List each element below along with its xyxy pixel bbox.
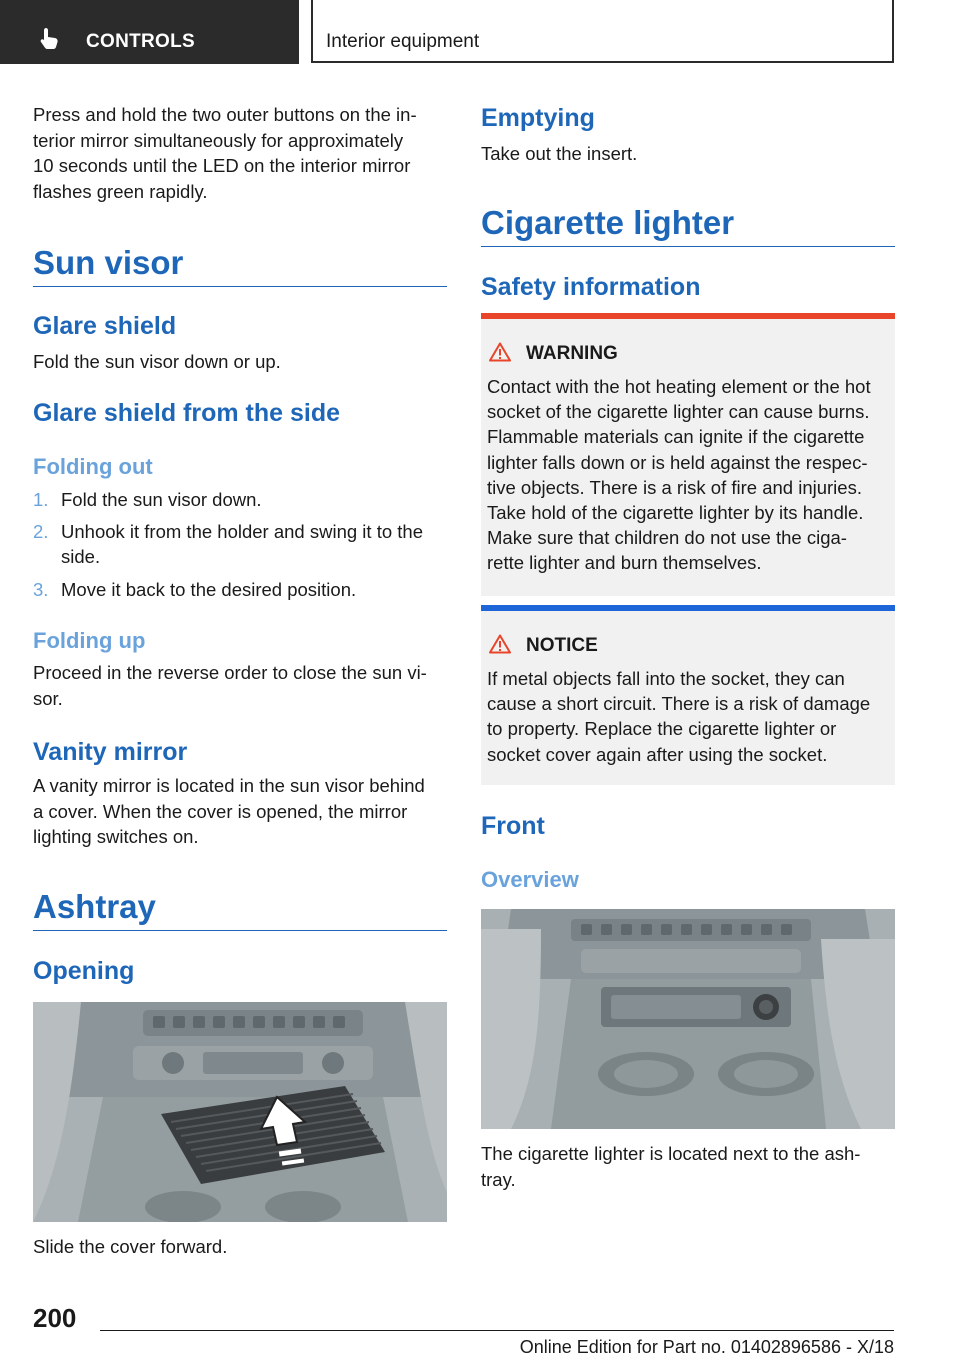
text-line: tray.	[481, 1168, 516, 1190]
text-line: cause a short circuit. There is a risk of damage	[487, 693, 871, 715]
text-line: Make sure that children do not use the ciga-	[487, 527, 847, 549]
text-line: A vanity mirror is located in the sun visor behind	[33, 775, 425, 796]
chapter-label: CONTROLS	[86, 31, 196, 52]
notice-bar	[481, 605, 895, 611]
edition-text: Online Edition for Part no. 01402896586 - X/18	[519, 1337, 894, 1357]
cigarette-lighter-illustration	[481, 909, 895, 1129]
divider	[33, 286, 447, 287]
heading-opening: Opening	[33, 957, 135, 985]
notice-box	[481, 605, 895, 785]
divider	[481, 246, 895, 247]
text-line: Contact with the hot heating element or the hot	[487, 376, 871, 397]
text-line: lighting switches on.	[33, 826, 199, 847]
warning-title: WARNING	[526, 343, 618, 364]
text-line: lighter falls down or is held against the respec-	[487, 451, 868, 473]
heading-overview: Overview	[481, 867, 579, 892]
list-item: 3. Move it back to the desired position.	[33, 579, 357, 600]
heading-glare-shield: Glare shield	[33, 312, 177, 340]
hand-pointer-icon	[38, 26, 62, 50]
heading-safety-information: Safety information	[481, 273, 701, 301]
text-line: 10 seconds until the LED on the interior mirror	[33, 155, 411, 176]
page-number: 200	[33, 1303, 77, 1333]
heading-sun-visor: Sun visor	[33, 244, 184, 281]
text-line: Flammable materials can ignite if the cigarette	[487, 426, 865, 448]
text-line: socket of the cigarette lighter can cause burns.	[487, 401, 870, 423]
warning-bar	[481, 313, 895, 319]
text-line: rette lighter and burn themselves.	[487, 552, 762, 574]
heading-cigarette-lighter: Cigarette lighter	[481, 204, 735, 241]
vanity-mirror-text	[33, 773, 447, 850]
footer-divider	[100, 1330, 894, 1331]
text-line: socket cover again after using the socket.	[487, 743, 828, 765]
text-line: If metal objects fall into the socket, they can	[487, 668, 845, 689]
divider	[33, 930, 447, 931]
warning-box	[481, 313, 895, 596]
warning-text	[487, 374, 891, 576]
heading-folding-up: Folding up	[33, 628, 146, 653]
text-line: Proceed in the reverse order to close the sun vi-	[33, 662, 427, 683]
text-line: Press and hold the two outer buttons on the in-	[33, 104, 417, 125]
folding-up-text	[33, 660, 447, 711]
list-item: 2. Unhook it from the holder and swing it to the side.	[33, 521, 423, 567]
text-line: terior mirror simultaneously for approximately	[33, 129, 404, 151]
text-line: Take hold of the cigarette lighter by its handle.	[487, 502, 864, 524]
chapter-tab[interactable]	[0, 0, 299, 64]
glare-shield-text: Fold the sun visor down or up.	[33, 351, 281, 372]
ashtray-cover-illustration	[33, 1002, 447, 1222]
text-line: The cigarette lighter is located next to the ash-	[481, 1143, 861, 1164]
warning-triangle-icon	[489, 342, 511, 362]
text-line: sor.	[33, 687, 63, 709]
notice-text	[487, 666, 891, 767]
text-line: flashes green rapidly.	[33, 180, 208, 202]
notice-triangle-icon	[489, 634, 511, 654]
text-line: tive objects. There is a risk of fire and injuries.	[487, 476, 862, 498]
list-item: 1. Fold the sun visor down.	[33, 489, 262, 510]
notice-title: NOTICE	[526, 635, 598, 656]
text-line: a cover. When the cover is opened, the mirror	[33, 800, 408, 822]
text-line: to property. Replace the cigarette lighter or	[487, 718, 837, 740]
heading-emptying: Emptying	[481, 104, 595, 132]
section-title: Interior equipment	[326, 31, 480, 52]
opening-caption: Slide the cover forward.	[33, 1236, 228, 1257]
heading-ashtray: Ashtray	[33, 888, 156, 925]
heading-folding-out: Folding out	[33, 454, 153, 479]
heading-front: Front	[481, 812, 545, 840]
intro-paragraph	[33, 102, 447, 204]
overview-caption	[481, 1141, 895, 1192]
heading-glare-shield-side: Glare shield from the side	[33, 399, 341, 427]
heading-vanity-mirror: Vanity mirror	[33, 738, 188, 766]
emptying-text: Take out the insert.	[481, 143, 638, 164]
